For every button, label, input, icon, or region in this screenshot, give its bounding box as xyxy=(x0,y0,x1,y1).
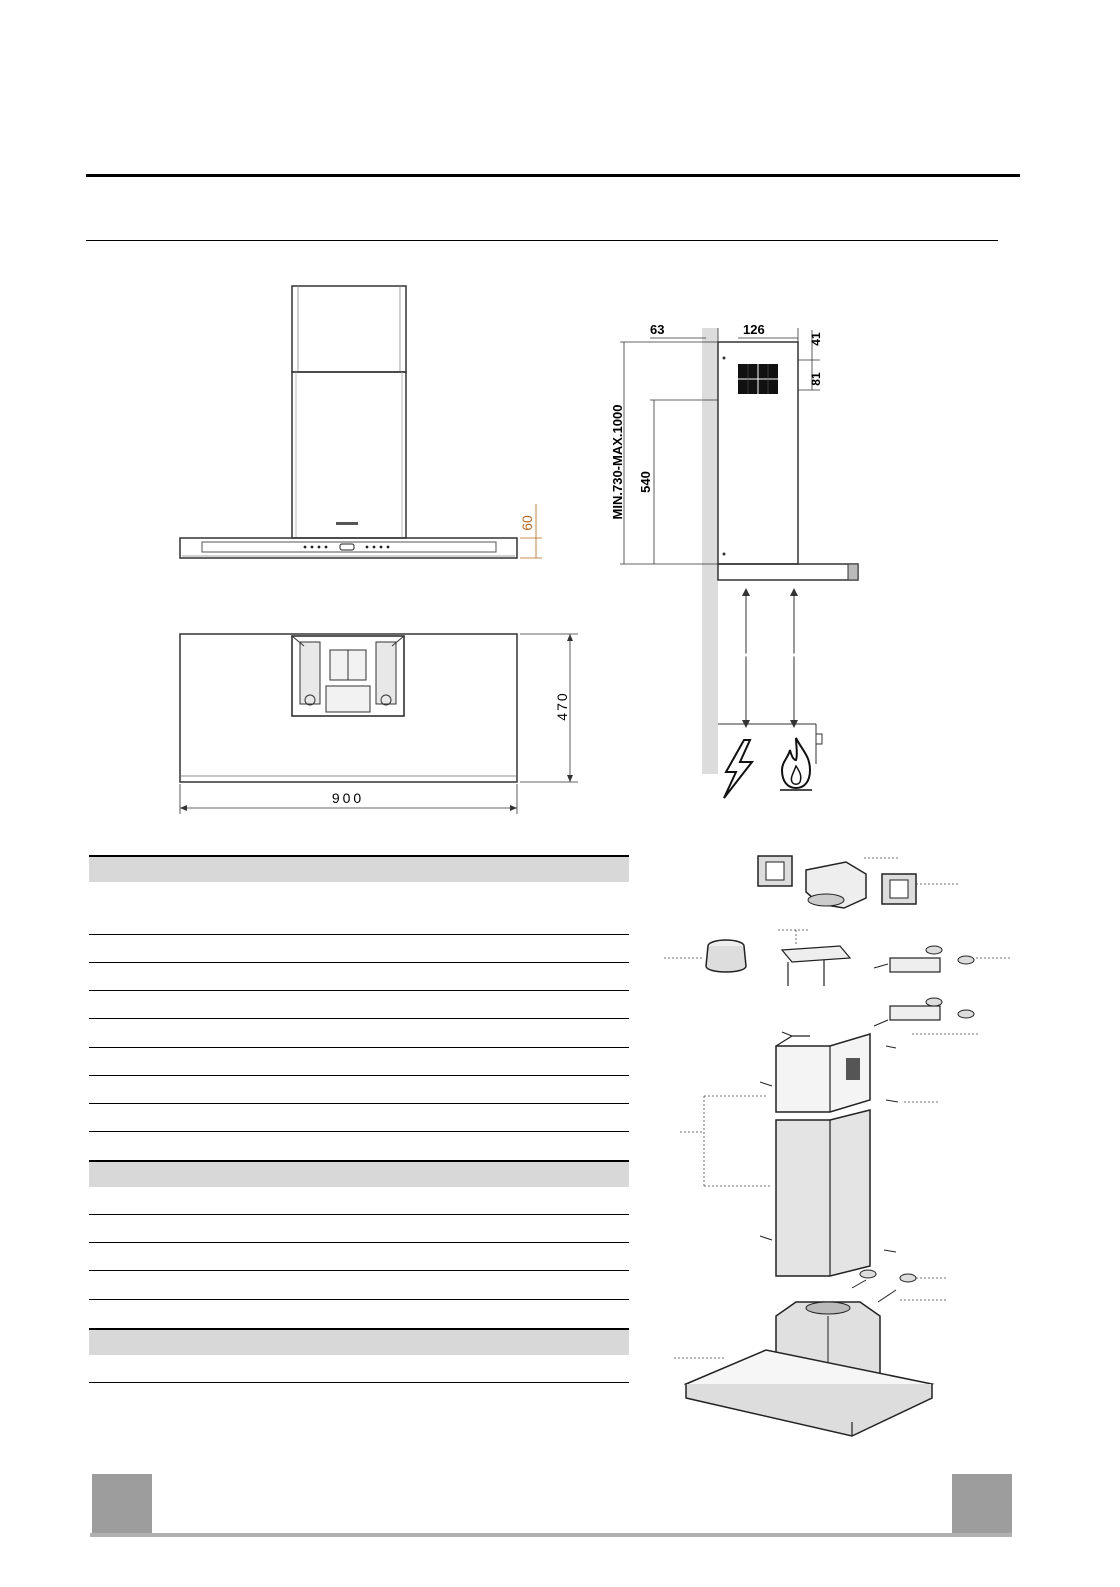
table-3-header xyxy=(89,1328,629,1355)
lightning-icon xyxy=(718,738,758,800)
dim-side-height: 540 xyxy=(638,471,653,493)
footer-rule xyxy=(90,1533,1012,1537)
header-rule xyxy=(86,174,1020,177)
table-1-header xyxy=(89,855,629,882)
table-1-row-line xyxy=(89,962,629,963)
table-1-row-line xyxy=(89,1075,629,1076)
table-1-row-line xyxy=(89,1047,629,1048)
dim-side-vent: 81 xyxy=(809,372,823,386)
dim-front-height: 60 xyxy=(519,515,535,531)
dim-top-width: 900 xyxy=(331,790,365,806)
dim-side-offset: 63 xyxy=(650,322,665,337)
flame-icon xyxy=(776,736,816,792)
table-1-row-line xyxy=(89,1131,629,1132)
footer-left-tab xyxy=(92,1474,152,1535)
dim-top-depth: 470 xyxy=(554,691,570,721)
table-2-row-line xyxy=(89,1214,629,1215)
dim-side-width: 126 xyxy=(743,322,765,337)
footer-right-tab xyxy=(952,1474,1012,1535)
table-1-row-line xyxy=(89,990,629,991)
table-3-row-line xyxy=(89,1382,629,1383)
exploded-parts-drawing xyxy=(660,850,1020,1440)
table-1-row-line xyxy=(89,1103,629,1104)
table-2-header xyxy=(89,1160,629,1187)
dim-side-range: MIN.730-MAX.1000 xyxy=(610,404,625,520)
table-2-row-line xyxy=(89,1299,629,1300)
table-2-row-line xyxy=(89,1242,629,1243)
front-view-drawing xyxy=(170,280,560,580)
side-view-drawing xyxy=(610,320,870,800)
top-view-drawing xyxy=(170,628,590,818)
section-rule xyxy=(86,240,998,241)
dim-side-top: 41 xyxy=(809,332,823,346)
table-1-row-line xyxy=(89,934,629,935)
table-1-row-line xyxy=(89,1018,629,1019)
table-2-row-line xyxy=(89,1270,629,1271)
